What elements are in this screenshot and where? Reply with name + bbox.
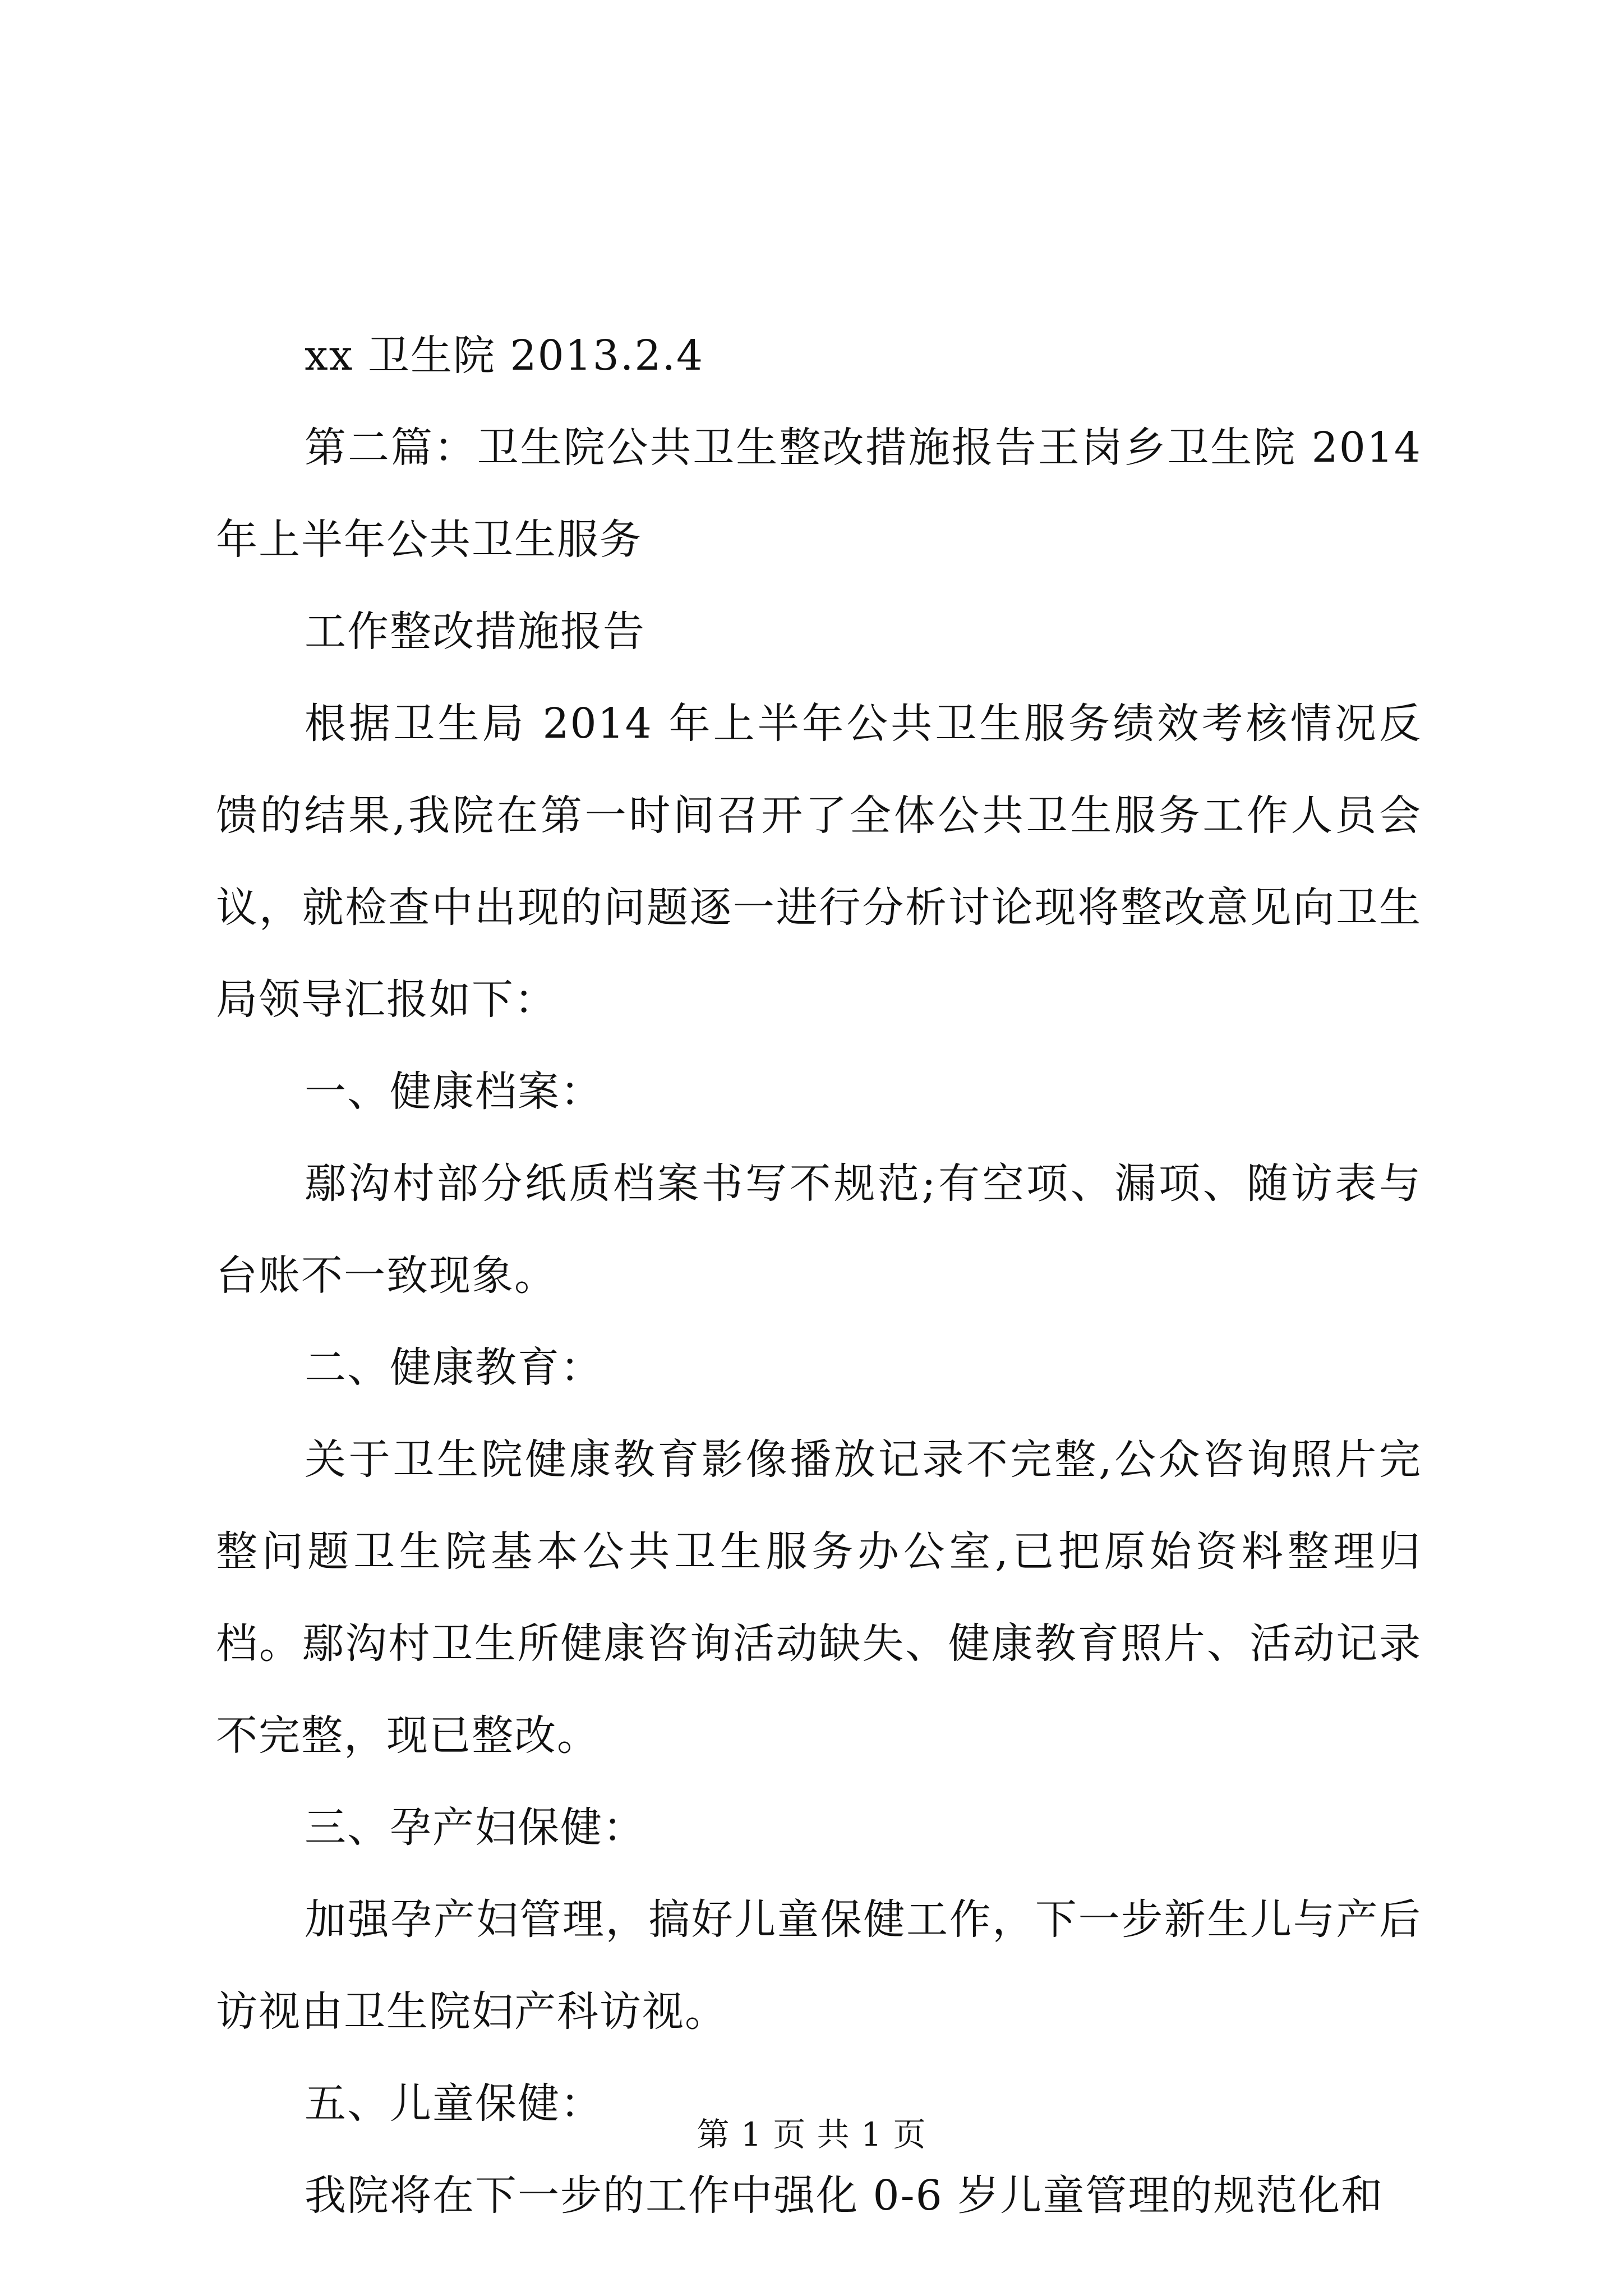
heading-health-records: 一、健康档案： — [305, 1068, 603, 1116]
heading-child-care: 五、儿童保健： — [305, 2079, 603, 2128]
paragraph-child-care: 我院将在下一步的工作中强化 0-6 岁儿童管理的规范化和 — [305, 2171, 1384, 2220]
heading-maternal-care: 三、孕产妇保健： — [305, 1803, 645, 1852]
paragraph-health-education: 关于卫生院健康教育影像播放记录不完整,公众咨询照片完整问题卫生院基本公共卫生服务办公室,已把原始资料整理归档。鄢沟村卫生所健康咨询活动缺失、健康教育照片、活动记录不完整，现已整改。 — [216, 1435, 1422, 1760]
paragraph-date: xx 卫生院 2013.2.4 — [305, 332, 704, 380]
heading-health-education: 二、健康教育： — [305, 1343, 603, 1392]
paragraph-intro: 根据卫生局 2014 年上半年公共卫生服务绩效考核情况反馈的结果,我院在第一时间召开了全体公共卫生服务工作人员会议，就检查中出现的问题逐一进行分析讨论现将整改意见向卫生局领导汇报如下： — [216, 700, 1422, 1024]
paragraph-maternal-care: 加强孕产妇管理，搞好儿童保健工作，下一步新生儿与产后访视由卫生院妇产科访视。 — [216, 1895, 1422, 2036]
paragraph-health-records: 鄢沟村部分纸质档案书写不规范;有空项、漏项、随访表与台账不一致现象。 — [216, 1159, 1422, 1300]
paragraph-subtitle: 工作整改措施报告 — [305, 608, 645, 656]
paragraph-title: 第二篇：卫生院公共卫生整改措施报告王岗乡卫生院 2014 年上半年公共卫生服务 — [216, 424, 1422, 564]
page-footer: 第 1 页 共 1 页 — [697, 2115, 926, 2154]
document-body — [216, 310, 1422, 2242]
